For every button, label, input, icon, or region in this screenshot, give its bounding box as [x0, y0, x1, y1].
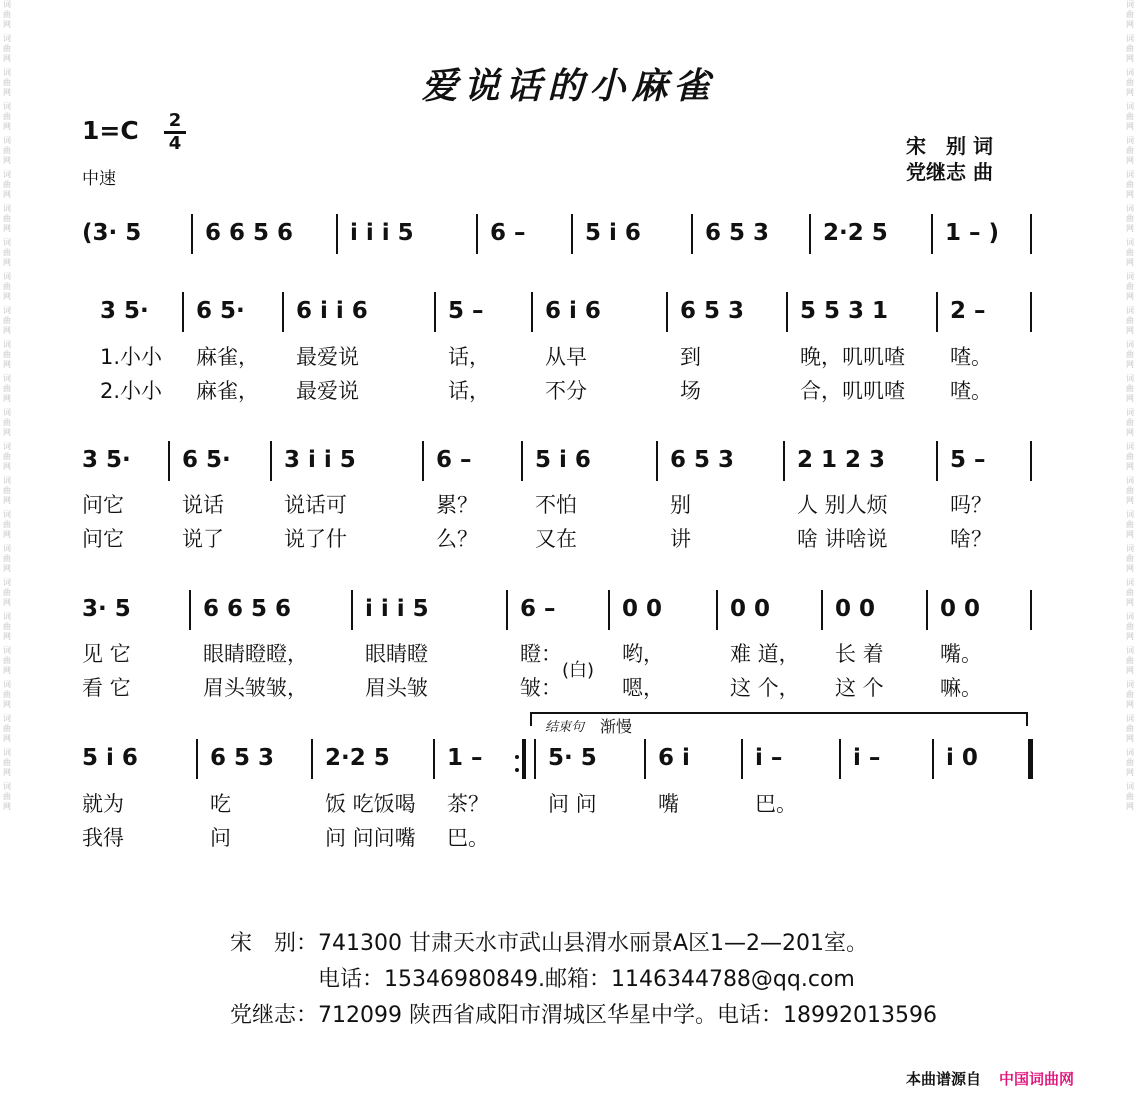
watermark-text: 词曲网 [1126, 782, 1134, 811]
watermark-text: 词曲网 [3, 204, 11, 233]
line3-measure: 6 6 5 6 [203, 596, 292, 622]
line2-measure: 3 i i 5 [284, 447, 356, 473]
lyric-verse2: 啥 讲啥说 [797, 527, 888, 551]
watermark-text: 词曲网 [3, 748, 11, 777]
lyric-verse2: 麻雀， [196, 379, 259, 403]
source-prefix: 本曲谱源自 [906, 1070, 982, 1088]
intro-measure: 6 5 3 [705, 220, 770, 246]
watermark-text: 词曲网 [1126, 34, 1134, 63]
lyric-verse1: 见 它 [82, 642, 131, 666]
barline [476, 214, 478, 254]
line1-measure: 5 5 3 1 [800, 298, 889, 324]
lyric-verse1: 问它 [82, 493, 124, 517]
watermark-text: 词曲网 [1126, 544, 1134, 573]
barline [336, 214, 338, 254]
barline [534, 739, 536, 779]
barline [351, 590, 353, 630]
barline [531, 292, 533, 332]
watermark-text: 词曲网 [1126, 408, 1134, 437]
intro-measure: 6 6 5 6 [205, 220, 294, 246]
tempo-marking: 中速 [82, 169, 116, 189]
line4-measure: 6 5 3 [210, 745, 275, 771]
lyric-verse1: 别 [670, 493, 691, 517]
line1-measure: 6 i 6 [545, 298, 601, 324]
line2-measure: 2 1 2 3 [797, 447, 886, 473]
composer-credit: 党继志 曲 [906, 160, 993, 184]
line1-measure: 6 5· [196, 298, 245, 324]
barline [434, 292, 436, 332]
line4-measure: 6 i [658, 745, 690, 771]
lyric-verse2: 合，叽叽喳 [800, 379, 905, 403]
lyric-verse1: 从早 [545, 345, 587, 369]
lyric-verse1: 最爱说 [296, 345, 359, 369]
line1-measure: 2 – [950, 298, 986, 324]
watermark-text: 词曲网 [3, 680, 11, 709]
footer-line-1: 宋 别：741300 甘肃天水市武山县渭水丽景A区1—2—201室。 [230, 931, 869, 956]
barline [1030, 292, 1032, 332]
barline [1030, 441, 1032, 481]
barline [741, 739, 743, 779]
barline [786, 292, 788, 332]
watermark-text: 词曲网 [3, 340, 11, 369]
watermark-text: 词曲网 [3, 544, 11, 573]
lyric-verse2: 问 [210, 826, 231, 850]
lyric-verse2: 看 它 [82, 676, 131, 700]
lyric-verse1: 眼睛瞪 [365, 642, 428, 666]
watermark-text: 词曲网 [3, 510, 11, 539]
lyric-verse2: 嗯， [622, 676, 664, 700]
watermark-text: 词曲网 [1126, 612, 1134, 641]
lyric-verse1: 问 问 [548, 792, 597, 816]
watermark-text: 词曲网 [1126, 204, 1134, 233]
lyric-verse2: 问它 [82, 527, 124, 551]
watermark-text: 词曲网 [3, 476, 11, 505]
watermark-text: 词曲网 [3, 442, 11, 471]
watermark-text: 词曲网 [1126, 238, 1134, 267]
lyric-verse1: 嘴 [658, 792, 679, 816]
lyric-verse1: 眼睛瞪瞪， [203, 642, 308, 666]
lyric-verse1: 麻雀， [196, 345, 259, 369]
watermark-text: 词曲网 [1126, 476, 1134, 505]
watermark-text: 词曲网 [1126, 102, 1134, 131]
footer-line-3: 党继志：712099 陕西省咸阳市渭城区华星中学。电话：18992013596 [230, 1003, 937, 1028]
line3-measure: i i i 5 [365, 596, 429, 622]
intro-measure: 2·2 5 [823, 220, 888, 246]
lyric-verse1: 就为 [82, 792, 124, 816]
ending-label: 结束句 [545, 720, 585, 735]
watermark-text: 词曲网 [1126, 340, 1134, 369]
watermark-text: 词曲网 [1126, 68, 1134, 97]
barline [1030, 214, 1032, 254]
lyric-verse2: 讲 [670, 527, 691, 551]
lyric-verse1: 到 [680, 345, 701, 369]
line4-measure: i 0 [946, 745, 978, 771]
watermark-text: 词曲网 [3, 102, 11, 131]
line4-measure: 2·2 5 [325, 745, 390, 771]
watermark-text: 词曲网 [1126, 646, 1134, 675]
line2-measure: 5 i 6 [535, 447, 591, 473]
lyric-verse1: 嘴。 [940, 642, 982, 666]
watermark-text: 词曲网 [3, 136, 11, 165]
lyric-verse1: 晚，叽叽喳 [800, 345, 905, 369]
barline [168, 441, 170, 481]
watermark-text: 词曲网 [3, 34, 11, 63]
line2-measure: 5 – [950, 447, 986, 473]
line3-measure: 0 0 [835, 596, 876, 622]
repeat-barline [522, 739, 526, 779]
lyric-verse1: 吗？ [950, 493, 992, 517]
barline [189, 590, 191, 630]
barline [644, 739, 646, 779]
line4-measure: 5· 5 [548, 745, 597, 771]
barline [521, 441, 523, 481]
watermark-text: 词曲网 [1126, 510, 1134, 539]
barline [936, 292, 938, 332]
lyric-verse1: 说话可 [284, 493, 347, 517]
ending-bracket-right [1026, 712, 1028, 726]
barline [691, 214, 693, 254]
barline [936, 441, 938, 481]
source-credit [906, 1068, 1074, 1089]
watermark-text: 词曲网 [3, 238, 11, 267]
lyric-verse2: 啥？ [950, 527, 992, 551]
line3-measure: 0 0 [622, 596, 663, 622]
lyric-verse2: 2.小小 [100, 379, 163, 403]
lyric-verse2: 眉头皱皱， [203, 676, 308, 700]
line4-measure: 5 i 6 [82, 745, 138, 771]
watermark-text: 词曲网 [3, 578, 11, 607]
watermark-left [0, 0, 14, 1117]
watermark-text: 词曲网 [1126, 136, 1134, 165]
lyric-verse2: 说了什 [284, 527, 347, 551]
watermark-text: 词曲网 [1126, 680, 1134, 709]
lyric-verse2: 场 [680, 379, 701, 403]
barline [716, 590, 718, 630]
final-barline [1028, 739, 1033, 779]
lyric-verse1: 吃 [210, 792, 231, 816]
line3-measure: 6 – [520, 596, 556, 622]
watermark-text: 词曲网 [3, 272, 11, 301]
barline [926, 590, 928, 630]
watermark-text: 词曲网 [1126, 0, 1134, 29]
lyric-verse1: 茶？ [447, 792, 489, 816]
line1-measure: 6 5 3 [680, 298, 745, 324]
line1-measure: 5 – [448, 298, 484, 324]
lyric-verse2: 皱： [520, 676, 562, 700]
watermark-text: 词曲网 [3, 646, 11, 675]
barline [182, 292, 184, 332]
watermark-text: 词曲网 [3, 782, 11, 811]
source-site-link[interactable]: 中国词曲网 [999, 1070, 1075, 1088]
line1-measure: 3 5· [100, 298, 149, 324]
credits [906, 133, 993, 185]
lyric-verse2: 嘛。 [940, 676, 982, 700]
barline [666, 292, 668, 332]
lyric-verse1: 累？ [436, 493, 478, 517]
watermark-text: 词曲网 [3, 68, 11, 97]
lyric-verse1: 人 别人烦 [797, 493, 888, 517]
lyric-verse1: 哟， [622, 642, 664, 666]
line4-measure: i – [755, 745, 783, 771]
barline [571, 214, 573, 254]
line4-measure: 1 – [447, 745, 483, 771]
lyric-verse2: 说了 [182, 527, 224, 551]
lyric-verse1: 瞪： [520, 642, 562, 666]
time-denominator: 4 [164, 131, 186, 154]
watermark-text: 词曲网 [1126, 306, 1134, 335]
lyric-verse2: 我得 [82, 826, 124, 850]
watermark-text: 词曲网 [1126, 578, 1134, 607]
line2-measure: 6 – [436, 447, 472, 473]
key-signature: 1=C [82, 116, 139, 145]
barline [608, 590, 610, 630]
lyricist-credit: 宋 别 词 [906, 134, 993, 158]
line2-measure: 6 5· [182, 447, 231, 473]
line3-measure: 0 0 [730, 596, 771, 622]
watermark-text: 词曲网 [3, 408, 11, 437]
watermark-right [1123, 0, 1137, 1117]
repeat-dot [515, 755, 519, 759]
lyric-verse1: 1.小小 [100, 345, 163, 369]
watermark-text: 词曲网 [1126, 442, 1134, 471]
lyric-verse1: 巴。 [755, 792, 797, 816]
lyric-verse1: 话， [448, 345, 490, 369]
line3-measure: 0 0 [940, 596, 981, 622]
lyric-verse2: 巴。 [447, 826, 489, 850]
barline [783, 441, 785, 481]
barline [932, 739, 934, 779]
repeat-dot [515, 768, 519, 772]
ending-tempo: 渐慢 [600, 717, 633, 736]
intro-measure: 6 – [490, 220, 526, 246]
barline [196, 739, 198, 779]
intro-measure: 1 – ) [945, 220, 1000, 246]
ending-bracket-left [530, 712, 532, 726]
time-numerator: 2 [168, 110, 182, 131]
barline [809, 214, 811, 254]
barline [931, 214, 933, 254]
lyric-verse1: 饭 吃饭喝 [325, 792, 416, 816]
watermark-text: 词曲网 [3, 714, 11, 743]
song-title: 爱说话的小麻雀 [421, 65, 716, 107]
lyric-verse2: 眉头皱 [365, 676, 428, 700]
barline [311, 739, 313, 779]
line3-measure: 3· 5 [82, 596, 131, 622]
watermark-text: 词曲网 [1126, 170, 1134, 199]
lyric-verse2: 不分 [545, 379, 587, 403]
barline [821, 590, 823, 630]
watermark-text: 词曲网 [3, 612, 11, 641]
line2-measure: 3 5· [82, 447, 131, 473]
barline [506, 590, 508, 630]
line1-measure: 6 i i 6 [296, 298, 368, 324]
spoken-marker: (白) [562, 660, 595, 681]
barline [270, 441, 272, 481]
watermark-text: 词曲网 [1126, 714, 1134, 743]
lyric-verse2: 这 个， [730, 676, 800, 700]
lyric-verse1: 难 道， [730, 642, 800, 666]
lyric-verse1: 说话 [182, 493, 224, 517]
intro-measure: (3· 5 [82, 220, 142, 246]
barline [433, 739, 435, 779]
watermark-text: 词曲网 [3, 0, 11, 29]
barline [839, 739, 841, 779]
lyric-verse2: 问 问问嘴 [325, 826, 416, 850]
lyric-verse2: 这 个 [835, 676, 884, 700]
lyric-verse2: 又在 [535, 527, 577, 551]
watermark-text: 词曲网 [1126, 272, 1134, 301]
watermark-text: 词曲网 [3, 170, 11, 199]
footer-line-2: 电话：15346980849.邮箱：1146344788@qq.com [318, 967, 855, 992]
lyric-verse2: 么？ [436, 527, 478, 551]
intro-measure: 5 i 6 [585, 220, 641, 246]
barline [191, 214, 193, 254]
watermark-text: 词曲网 [3, 306, 11, 335]
lyric-verse2: 喳。 [950, 379, 992, 403]
watermark-text: 词曲网 [1126, 748, 1134, 777]
ending-bracket [530, 712, 1028, 714]
barline [1030, 590, 1032, 630]
lyric-verse1: 喳。 [950, 345, 992, 369]
lyric-verse1: 长 着 [835, 642, 884, 666]
watermark-text: 词曲网 [3, 374, 11, 403]
barline [656, 441, 658, 481]
lyric-verse2: 最爱说 [296, 379, 359, 403]
barline [282, 292, 284, 332]
time-signature [164, 111, 186, 154]
lyric-verse2: 话， [448, 379, 490, 403]
intro-measure: i i i 5 [350, 220, 414, 246]
line4-measure: i – [853, 745, 881, 771]
barline [422, 441, 424, 481]
watermark-text: 词曲网 [1126, 374, 1134, 403]
line2-measure: 6 5 3 [670, 447, 735, 473]
lyric-verse1: 不怕 [535, 493, 577, 517]
